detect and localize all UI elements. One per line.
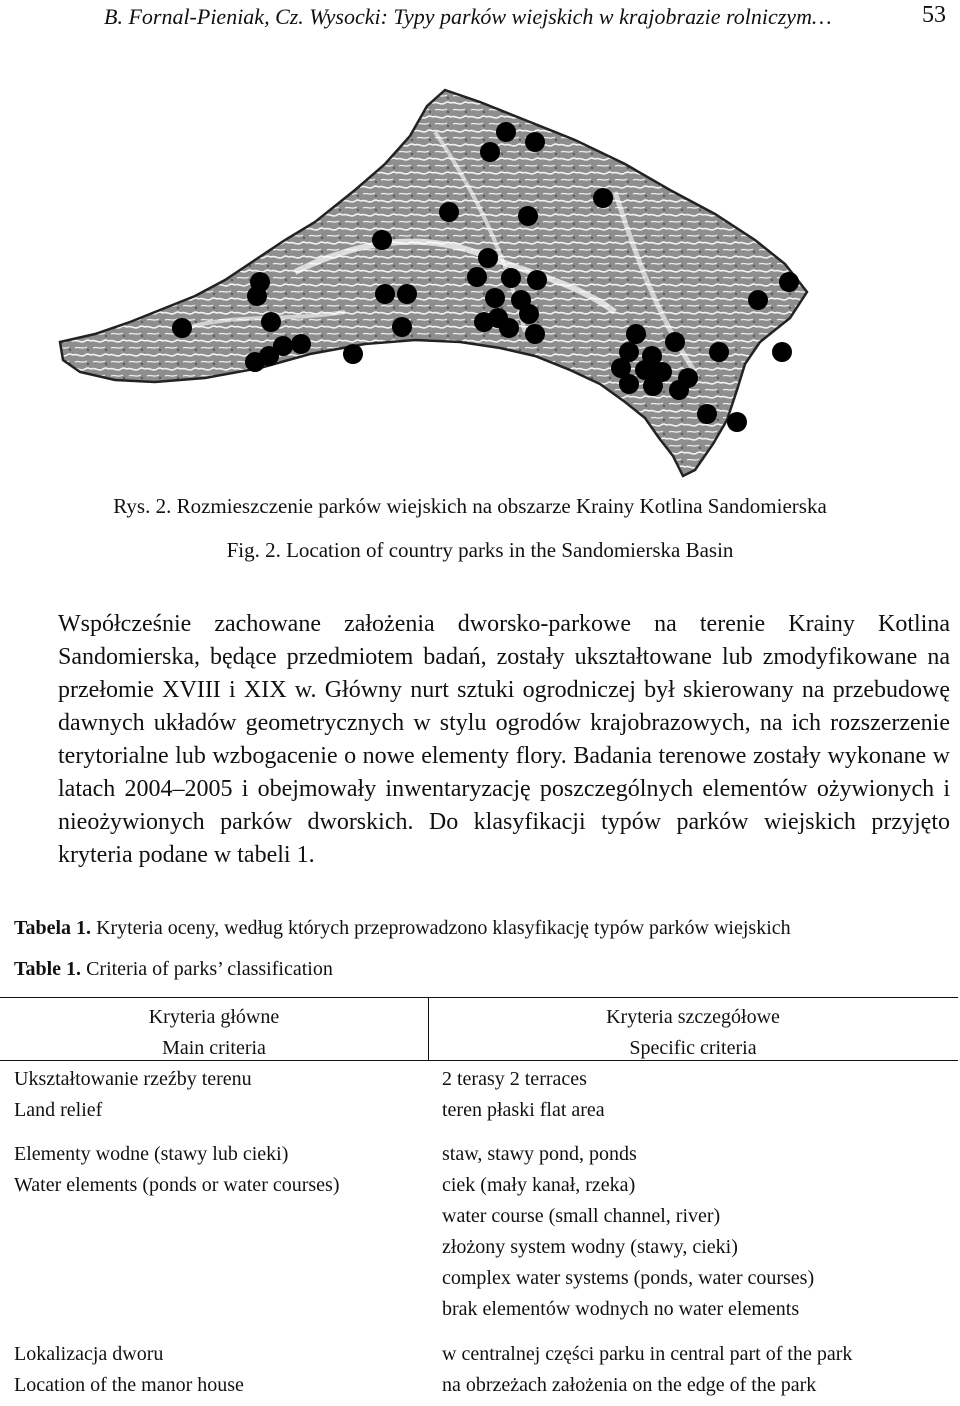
- running-title: B. Fornal-Pieniak, Cz. Wysocki: Typy parków wiejskich w krajobrazie rolniczym…: [104, 4, 832, 29]
- park-marker: [480, 142, 500, 162]
- park-marker: [397, 284, 417, 304]
- table-row-manor-main: [14, 1339, 244, 1401]
- park-marker: [372, 230, 392, 250]
- park-marker: [518, 206, 538, 226]
- main-criterion-en: Land relief: [14, 1099, 103, 1121]
- park-marker: [643, 376, 663, 396]
- park-marker: [727, 412, 747, 432]
- table-caption-pl-text: Kryteria oceny, według których przeprowadzono klasyfikację typów parków wiejskich: [91, 917, 791, 939]
- header-main-pl: Kryteria główne: [148, 1006, 280, 1028]
- table-row-water-main: [14, 1139, 340, 1201]
- specific-criterion: staw, stawy pond, ponds: [442, 1143, 637, 1165]
- park-marker: [291, 334, 311, 354]
- main-criterion-pl: Elementy wodne (stawy lub cieki): [14, 1143, 289, 1165]
- park-marker: [261, 312, 281, 332]
- specific-criterion: w centralnej części parku in central part of the park: [442, 1343, 853, 1365]
- table-top-rule: [0, 997, 958, 998]
- park-marker: [467, 267, 487, 287]
- main-criterion-pl: Ukształtowanie rzeźby terenu: [14, 1068, 252, 1090]
- table-row-land-relief-main: [14, 1064, 252, 1126]
- park-marker: [485, 288, 505, 308]
- table-row-land-relief-spec: [442, 1064, 605, 1126]
- table-caption-en: [14, 958, 333, 981]
- main-criterion-en: Water elements (ponds or water courses): [14, 1174, 340, 1196]
- park-marker: [501, 268, 521, 288]
- header-main-criteria: [0, 1002, 428, 1064]
- specific-criterion: złożony system wodny (stawy, cieki): [442, 1236, 738, 1258]
- park-marker: [619, 374, 639, 394]
- park-marker: [772, 342, 792, 362]
- header-main-en: Main criteria: [162, 1037, 266, 1059]
- park-marker: [478, 248, 498, 268]
- header-spec-en: Specific criteria: [629, 1037, 757, 1059]
- header-spec-pl: Kryteria szczegółowe: [606, 1006, 780, 1028]
- park-marker: [593, 188, 613, 208]
- specific-criterion: teren płaski flat area: [442, 1099, 605, 1121]
- header-specific-criteria: [428, 1002, 958, 1064]
- park-marker: [665, 332, 685, 352]
- park-marker: [527, 270, 547, 290]
- park-marker: [245, 352, 265, 372]
- park-marker: [375, 284, 395, 304]
- main-criterion-en: Location of the manor house: [14, 1374, 244, 1396]
- figure-caption-en: Fig. 2. Location of country parks in the Sandomierska Basin: [226, 538, 734, 562]
- park-marker: [519, 304, 539, 324]
- running-header: [0, 0, 960, 40]
- specific-criterion: 2 terasy 2 terraces: [442, 1068, 587, 1090]
- figure-caption-pl: Rys. 2. Rozmieszczenie parków wiejskich na obszarze Krainy Kotlina Sandomierska: [113, 494, 827, 518]
- paragraph-text: Współcześnie zachowane założenia dworsko-parkowe na terenie Krainy Kotlina Sandomierska, będące przedmiotem badań, zostały ukształtowane lub zmodyfikowane na przełomie XVIII i XIX w. Główny nurt sztuki ogrodniczej był skierowany na przebudowę dawnych układów geometrycznych w stylu ogrodów krajobrazowych, na ich rozszerzenie terytorialne lub wzbogacenie o nowe elementy flory. Badania terenowe zostały wykonane w latach 2004–2005 i obejmowały inwentaryzację poszczególnych elementów ożywionych i nieożywionych parków dworskich. Do klasyfikacji typów parków wiejskich przyjęto kryteria podane w tabeli 1.: [58, 611, 950, 868]
- park-marker: [496, 122, 516, 142]
- park-marker: [748, 290, 768, 310]
- table-caption-pl: [14, 917, 791, 940]
- table-caption-pl-label: Tabela 1.: [14, 917, 92, 939]
- park-marker: [343, 344, 363, 364]
- sandomierska-basin-map: [55, 72, 815, 482]
- table-caption-en-label: Table 1.: [14, 958, 82, 980]
- park-marker: [499, 318, 519, 338]
- specific-criterion: complex water systems (ponds, water courses): [442, 1267, 815, 1289]
- specific-criterion: water course (small channel, river): [442, 1205, 721, 1227]
- park-marker: [697, 404, 717, 424]
- park-marker: [439, 202, 459, 222]
- table-row-water-spec: [442, 1139, 814, 1325]
- table-caption-en-text: Criteria of parks’ classification: [81, 958, 333, 980]
- park-marker: [172, 318, 192, 338]
- table-row-manor-spec: [442, 1339, 852, 1401]
- region-map-figure: [55, 72, 815, 482]
- specific-criterion: na obrzeżach założenia on the edge of the park: [442, 1374, 817, 1396]
- specific-criterion: ciek (mały kanał, rzeka): [442, 1174, 636, 1196]
- page-number: 53: [922, 2, 946, 28]
- park-marker: [247, 286, 267, 306]
- park-marker: [474, 312, 494, 332]
- park-marker: [669, 380, 689, 400]
- park-marker: [779, 272, 799, 292]
- main-criterion-pl: Lokalizacja dworu: [14, 1343, 164, 1365]
- body-paragraph: [58, 608, 950, 872]
- park-marker: [525, 324, 545, 344]
- park-marker: [709, 342, 729, 362]
- park-marker: [525, 132, 545, 152]
- park-marker: [392, 317, 412, 337]
- specific-criterion: brak elementów wodnych no water elements: [442, 1298, 800, 1320]
- park-marker: [626, 324, 646, 344]
